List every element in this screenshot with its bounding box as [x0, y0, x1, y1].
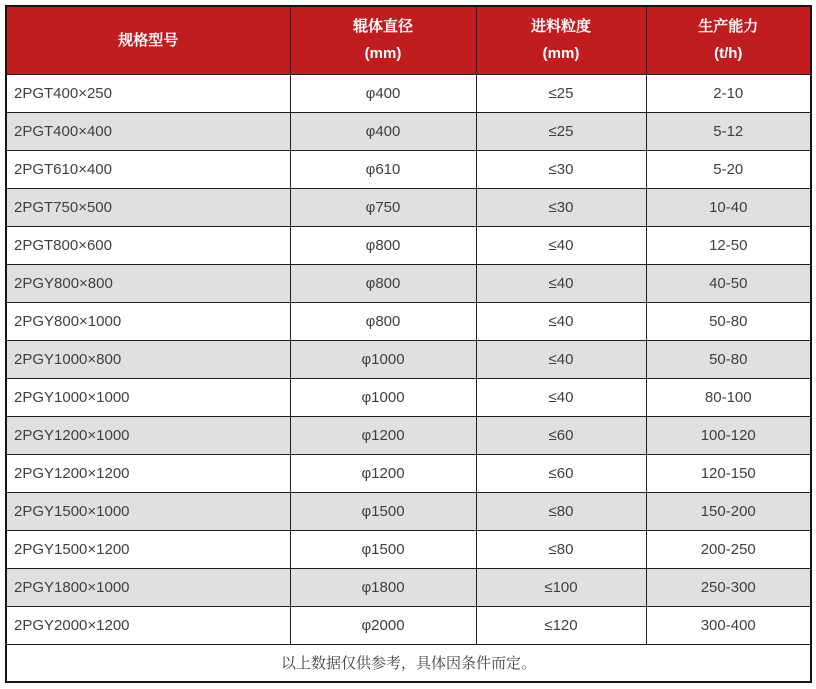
table-row — [6, 340, 811, 378]
model-cell: 2PGY800×800 — [6, 264, 290, 302]
feed-size-cell: ≤30 — [476, 188, 646, 226]
model-cell: 2PGY1000×1000 — [6, 378, 290, 416]
col-header-model — [6, 6, 290, 74]
footer-note: 以上数据仅供参考，具体因条件而定。 — [6, 644, 811, 682]
capacity-cell: 12-50 — [646, 226, 811, 264]
col-header-diameter — [290, 6, 476, 74]
capacity-cell: 200-250 — [646, 530, 811, 568]
feed-size-cell: ≤60 — [476, 454, 646, 492]
model-cell: 2PGY1000×800 — [6, 340, 290, 378]
capacity-cell: 300-400 — [646, 606, 811, 644]
model-cell: 2PGY1500×1200 — [6, 530, 290, 568]
table-row — [6, 188, 811, 226]
capacity-cell: 120-150 — [646, 454, 811, 492]
col-header-diameter-title: 辊体直径 — [352, 18, 413, 36]
col-header-feed-size-title: 进料粒度 — [530, 18, 591, 36]
model-cell: 2PGY1500×1000 — [6, 492, 290, 530]
table-row — [6, 264, 811, 302]
feed-size-cell: ≤80 — [476, 492, 646, 530]
diameter-cell: φ800 — [290, 264, 476, 302]
table-row — [6, 226, 811, 264]
capacity-cell: 50-80 — [646, 302, 811, 340]
feed-size-cell: ≤40 — [476, 340, 646, 378]
feed-size-cell: ≤40 — [476, 226, 646, 264]
diameter-cell: φ1200 — [290, 454, 476, 492]
model-cell: 2PGT610×400 — [6, 150, 290, 188]
capacity-cell: 40-50 — [646, 264, 811, 302]
diameter-cell: φ1000 — [290, 378, 476, 416]
model-cell: 2PGY2000×1200 — [6, 606, 290, 644]
table-row — [6, 74, 811, 112]
diameter-cell: φ400 — [290, 112, 476, 150]
diameter-cell: φ800 — [290, 226, 476, 264]
capacity-cell: 5-20 — [646, 150, 811, 188]
diameter-cell: φ1500 — [290, 492, 476, 530]
capacity-cell: 2-10 — [646, 74, 811, 112]
diameter-cell: φ1000 — [290, 340, 476, 378]
table-header — [6, 6, 811, 74]
feed-size-cell: ≤40 — [476, 264, 646, 302]
model-cell: 2PGT800×600 — [6, 226, 290, 264]
feed-size-cell: ≤30 — [476, 150, 646, 188]
table-row — [6, 378, 811, 416]
diameter-cell: φ1500 — [290, 530, 476, 568]
capacity-cell: 10-40 — [646, 188, 811, 226]
diameter-cell: φ610 — [290, 150, 476, 188]
table-row — [6, 606, 811, 644]
model-cell: 2PGT400×250 — [6, 74, 290, 112]
table-body — [6, 74, 811, 644]
model-cell: 2PGT750×500 — [6, 188, 290, 226]
feed-size-cell: ≤40 — [476, 378, 646, 416]
feed-size-cell: ≤100 — [476, 568, 646, 606]
capacity-cell: 250-300 — [646, 568, 811, 606]
table-row — [6, 150, 811, 188]
col-header-capacity-unit: (t/h) — [714, 45, 743, 63]
col-header-capacity-title: 生产能力 — [698, 18, 759, 36]
table-row — [6, 530, 811, 568]
feed-size-cell: ≤60 — [476, 416, 646, 454]
diameter-cell: φ1800 — [290, 568, 476, 606]
header-row — [6, 6, 811, 74]
capacity-cell: 80-100 — [646, 378, 811, 416]
feed-size-cell: ≤25 — [476, 74, 646, 112]
table-row — [6, 454, 811, 492]
model-cell: 2PGY800×1000 — [6, 302, 290, 340]
footer-row — [6, 644, 811, 682]
table-row — [6, 302, 811, 340]
diameter-cell: φ1200 — [290, 416, 476, 454]
feed-size-cell: ≤120 — [476, 606, 646, 644]
col-header-feed-size-unit: (mm) — [542, 45, 580, 63]
capacity-cell: 100-120 — [646, 416, 811, 454]
feed-size-cell: ≤25 — [476, 112, 646, 150]
table-row — [6, 568, 811, 606]
diameter-cell: φ750 — [290, 188, 476, 226]
diameter-cell: φ2000 — [290, 606, 476, 644]
model-cell: 2PGY1200×1000 — [6, 416, 290, 454]
col-header-model-title: 规格型号 — [118, 31, 179, 49]
feed-size-cell: ≤40 — [476, 302, 646, 340]
col-header-capacity — [646, 6, 811, 74]
spec-table — [5, 5, 812, 683]
model-cell: 2PGY1800×1000 — [6, 568, 290, 606]
model-cell: 2PGT400×400 — [6, 112, 290, 150]
table-footer — [6, 644, 811, 682]
col-header-diameter-unit: (mm) — [364, 45, 402, 63]
diameter-cell: φ800 — [290, 302, 476, 340]
table-row — [6, 492, 811, 530]
feed-size-cell: ≤80 — [476, 530, 646, 568]
model-cell: 2PGY1200×1200 — [6, 454, 290, 492]
diameter-cell: φ400 — [290, 74, 476, 112]
table-row — [6, 416, 811, 454]
capacity-cell: 50-80 — [646, 340, 811, 378]
capacity-cell: 150-200 — [646, 492, 811, 530]
table-row — [6, 112, 811, 150]
capacity-cell: 5-12 — [646, 112, 811, 150]
col-header-feed-size — [476, 6, 646, 74]
